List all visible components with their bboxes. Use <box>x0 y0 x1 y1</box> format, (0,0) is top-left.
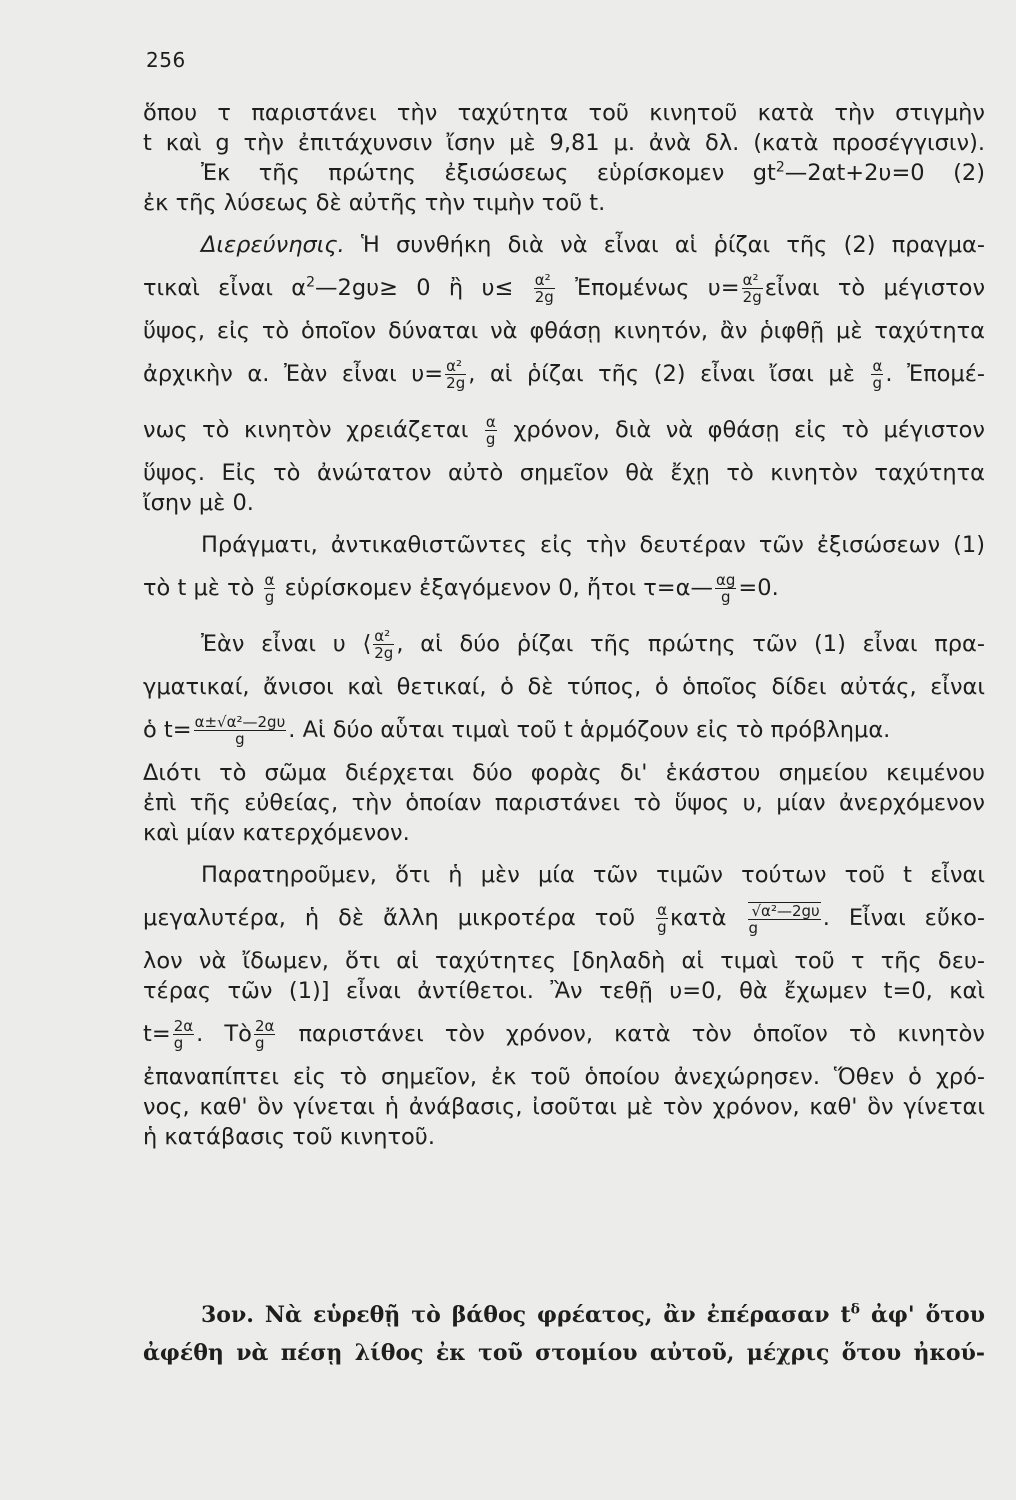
text-line: τὸ t μὲ τὸ $\frac{\alpha}{g}$ εὑρίσκομεν ἐξαγόμενον 0, ἤτοι τ=α— $\frac{\alpha g}{g}$ =0. <box>143 571 779 606</box>
fraction: $\frac{\text{α²}}{2g}$ <box>742 271 762 306</box>
text-line: λον νὰ ἴδωμεν, ὅτι αἱ ταχύτητες [δηλαδὴ αἱ τιμαὶ τοῦ τ τῆς δευ- <box>143 948 985 974</box>
text-line: ὅπου τ παριστάνει τὴν ταχύτητα τοῦ κινητοῦ κατὰ τὴν στιγμὴν <box>143 100 985 126</box>
text-line: t= $\frac{2\alpha}{g}$ . Τὸ $\frac{2\alpha}{g}$ παριστάνει τὸν χρόνον, κατὰ τὸν ὁποῖον τὸ κινητὸν <box>143 1017 985 1052</box>
text-line: τέρας τῶν (1)] εἶναι ἀντίθετοι. Ἂν τεθῇ υ=0, θὰ ἔχωμεν t=0, καὶ <box>143 978 985 1004</box>
text-line: ἀφέθη νὰ πέσῃ λίθος ἐκ τοῦ στομίου αὐτοῦ, μέχρις ὅτου ἠκού- <box>143 1340 985 1366</box>
text-line: νως τὸ κινητὸν χρειάζεται $\frac{\alpha}{g}$ χρόνον, διὰ νὰ φθάσῃ εἰς τὸ μέγιστον <box>143 413 985 448</box>
fraction: $\frac{\alpha}{g}$ <box>264 571 275 606</box>
text-line: Ἐὰν εἶναι υ ⟨ $\frac{\text{α²}}{2g}$ , αἱ δύο ῥίζαι τῆς πρώτης τῶν (1) εἶναι πρα- <box>201 627 985 662</box>
fraction: $\frac{\text{√α²—2gυ}}{g}$ <box>748 901 820 937</box>
page-number: 256 <box>146 48 186 72</box>
text-line: ἐπὶ τῆς εὐθείας, τὴν ὁποίαν παριστάνει τὸ ὕψος υ, μίαν ἀνερχόμενον <box>143 790 985 816</box>
page-body <box>143 98 985 1152</box>
text-line: t καὶ g τὴν ἐπιτάχυνσιν ἴσην μὲ 9,81 μ. ἀνὰ δλ. (κατὰ προσέγγισιν). <box>143 130 985 156</box>
text-line: Διότι τὸ σῶμα διέρχεται δύο φορὰς δι' ἑκάστου σημείου κειμένου <box>143 760 985 786</box>
text-line: Διερεύνησις. Ἡ συνθήκη διὰ νὰ εἶναι αἱ ῥίζαι τῆς (2) πραγμα- <box>201 232 986 258</box>
fraction: $\frac{\alpha}{g}$ <box>485 413 496 448</box>
fraction: $\frac{\text{α²}}{2g}$ <box>374 627 394 662</box>
problem-statement <box>143 1296 985 1372</box>
text-line: ἐπαναπίπτει εἰς τὸ σημεῖον, ἐκ τοῦ ὁποίου ἀνεχώρησεν. Ὅθεν ὁ χρό- <box>143 1064 985 1090</box>
text-line: ἐκ τῆς λύσεως δὲ αὐτῆς τὴν τιμὴν τοῦ t. <box>143 190 606 216</box>
text-line: Παρατηροῦμεν, ὅτι ἡ μὲν μία τῶν τιμῶν τούτων τοῦ t εἶναι <box>201 862 985 888</box>
text-line: καὶ μίαν κατερχόμενον. <box>143 820 410 846</box>
text-line: τικαὶ εἶναι $\alpha^2—2g\upsilon\ge 0$ ἢ υ≤ $\frac{\text{α²}}{2g}$ Ἐπομένως υ= $\frac{\text{α²}}{2g}$ εἶναι τὸ μέγιστον <box>143 271 986 306</box>
text-line: νος, καθ' ὃν γίνεται ἡ ἀνάβασις, ἰσοῦται μὲ τὸν χρόνον, καθ' ὃν γίνεται <box>143 1094 985 1120</box>
fraction: $\frac{\alpha}{g}$ <box>657 901 668 936</box>
fraction: $\frac{\text{α²}}{2g}$ <box>446 357 466 392</box>
fraction: $\frac{2\alpha}{g}$ <box>173 1017 194 1052</box>
fraction: $\frac{\alpha g}{g}$ <box>716 571 736 606</box>
section-heading: Διερεύνησις. <box>201 232 345 258</box>
fraction: $\frac{\alpha}{g}$ <box>872 357 883 392</box>
text-line: ὁ t= $\frac{\text{α±√α²—2gυ}}{g}$ . Αἱ δύο αὗται τιμαὶ τοῦ t ἁρμόζουν εἰς τὸ πρόβλημα. <box>143 713 891 748</box>
fraction: $\frac{2\alpha}{g}$ <box>254 1017 275 1052</box>
text-line: ἡ κατάβασις τοῦ κινητοῦ. <box>143 1124 435 1150</box>
text-line: γματικαί, ἄνισοι καὶ θετικαί, ὁ δὲ τύπος, ὁ ὁποῖος δίδει αὐτάς, εἶναι <box>143 674 985 700</box>
text-line: Ἐκ τῆς πρώτης ἐξισώσεως εὑρίσκομεν $gt^2—2\alpha t+2\upsilon=0$ (2) <box>201 159 986 186</box>
fraction: $\frac{\text{α²}}{2g}$ <box>534 271 554 306</box>
text-line: μεγαλυτέρα, ἡ δὲ ἄλλη μικροτέρα τοῦ $\frac{\alpha}{g}$ κατὰ $\frac{\text{√α²—2gυ}}{g}$ . Εἶναι εὔκο- <box>143 901 985 937</box>
text-line: ἴσην μὲ 0. <box>143 490 254 516</box>
fraction: $\frac{\text{α±√α²—2gυ}}{g}$ <box>194 713 286 748</box>
text-line: ὕψος, εἰς τὸ ὁποῖον δύναται νὰ φθάσῃ κινητόν, ἂν ῥιφθῇ μὲ ταχύτητα <box>143 318 985 344</box>
text-line: 3ον. Νὰ εὑρεθῇ τὸ βάθος φρέατος, ἂν ἐπέρασαν $t^\delta$ ἀφ' ὅτου <box>201 1301 985 1328</box>
text-line: Πράγματι, ἀντικαθιστῶντες εἰς τὴν δευτέραν τῶν ἐξισώσεων (1) <box>201 532 985 558</box>
text-line: ἀρχικὴν α. Ἐὰν εἶναι υ= $\frac{\text{α²}}{2g}$ , αἱ ῥίζαι τῆς (2) εἶναι ἴσαι μὲ $\frac{\alpha}{g}$ . Ἐπομέ- <box>143 357 985 392</box>
text-line: ὕψος. Εἰς τὸ ἀνώτατον αὐτὸ σημεῖον θὰ ἔχῃ τὸ κινητὸν ταχύτητα <box>143 460 985 486</box>
